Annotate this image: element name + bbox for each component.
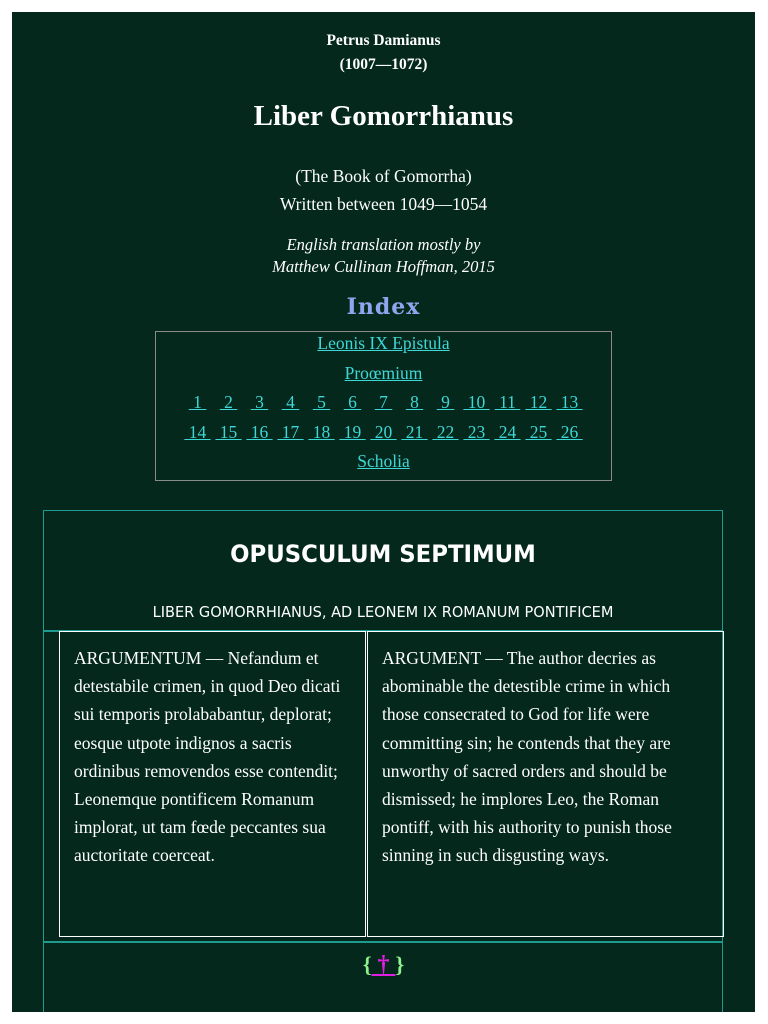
link-prooemium[interactable]: Proœmium <box>344 362 423 383</box>
chapter-link-7[interactable]: 7 <box>374 392 393 412</box>
book-title: Liber Gomorrhianus <box>253 100 514 132</box>
chapter-link-15[interactable]: 15 <box>215 421 242 442</box>
author-name: Petrus Damianus <box>326 32 441 49</box>
page <box>12 12 755 1012</box>
chapter-link-14[interactable]: 14 <box>184 421 211 442</box>
translation-line-2: Matthew Cullinan Hoffman, 2015 <box>272 257 495 276</box>
chapter-link-8[interactable]: 8 <box>405 392 424 412</box>
chapter-link-19[interactable]: 19 <box>339 421 366 442</box>
chapter-link-25[interactable]: 25 <box>525 421 552 442</box>
index-row-chapters-1 <box>156 388 611 418</box>
footer-nav <box>12 950 755 980</box>
argument-english: ARGUMENT — The author decries as abominable the detestible crime in which those consecrated to God for life were committing sin; he contends that they are unworthy of sacred orders and should be dismissed; he implores Leo, the Roman pontiff, with his authority to punish those sinning in such disgusting ways. <box>367 631 724 937</box>
chapter-link-12[interactable]: 12 <box>525 392 552 412</box>
chapter-link-24[interactable]: 24 <box>494 421 521 442</box>
index-row-chapters-2 <box>156 418 611 448</box>
chapter-link-10[interactable]: 10 <box>463 392 490 412</box>
chapter-link-6[interactable]: 6 <box>343 392 362 412</box>
author-block <box>12 29 755 77</box>
written-dates: Written between 1049—1054 <box>279 194 488 214</box>
chapter-link-5[interactable]: 5 <box>312 392 331 412</box>
chapter-link-18[interactable]: 18 <box>308 421 335 442</box>
chapter-link-23[interactable]: 23 <box>463 421 490 442</box>
close-brace: } <box>395 952 405 977</box>
index-heading: Index <box>346 294 421 320</box>
chapter-link-9[interactable]: 9 <box>436 392 455 412</box>
translation-line-1: English translation mostly by <box>286 235 481 254</box>
link-leonis-epistula[interactable]: Leonis IX Epistula <box>317 333 450 353</box>
chapter-link-4[interactable]: 4 <box>281 392 300 412</box>
subtitle-block <box>12 162 755 218</box>
chapter-link-16[interactable]: 16 <box>246 421 273 442</box>
chapter-link-21[interactable]: 21 <box>401 421 428 442</box>
chapter-link-11[interactable]: 11 <box>494 392 521 412</box>
chapter-link-22[interactable]: 22 <box>432 421 459 442</box>
index-row-prooemium <box>156 359 611 389</box>
argument-latin: ARGUMENTUM — Nefandum et detestabile crimen, in quod Deo dicati sui temporis prolababantur, deplorat; eosque utpote indignos a sacris ordinibus removendos esse contendit; Leonemque pontificem Romanum implorat, ut tam fœde peccantes sua auctoritate coerceat. <box>59 631 366 937</box>
chapter-link-20[interactable]: 20 <box>370 421 397 442</box>
author-dates: (1007—1072) <box>339 56 428 73</box>
chapter-link-13[interactable]: 13 <box>556 392 583 412</box>
cross-icon[interactable]: † <box>371 952 396 978</box>
chapter-link-2[interactable]: 2 <box>219 392 238 412</box>
chapter-link-1[interactable]: 1 <box>188 392 207 412</box>
opusculum-subtitle: LIBER GOMORRHIANUS, AD LEONEM IX ROMANUM PONTIFICEM <box>152 603 614 621</box>
book-subtitle: (The Book of Gomorrha) <box>295 166 472 186</box>
chapter-link-26[interactable]: 26 <box>556 421 583 442</box>
link-scholia[interactable]: Scholia <box>357 451 410 471</box>
chapter-link-17[interactable]: 17 <box>277 421 304 442</box>
translation-credit <box>12 234 755 278</box>
index-row-scholia <box>156 447 611 477</box>
chapter-link-3[interactable]: 3 <box>250 392 269 412</box>
opusculum-header-box <box>43 510 723 631</box>
opusculum-title: OPUSCULUM SEPTIMUM <box>230 540 536 568</box>
index-row-epistula <box>156 329 611 359</box>
index-box <box>155 331 612 481</box>
open-brace: { <box>362 952 372 977</box>
